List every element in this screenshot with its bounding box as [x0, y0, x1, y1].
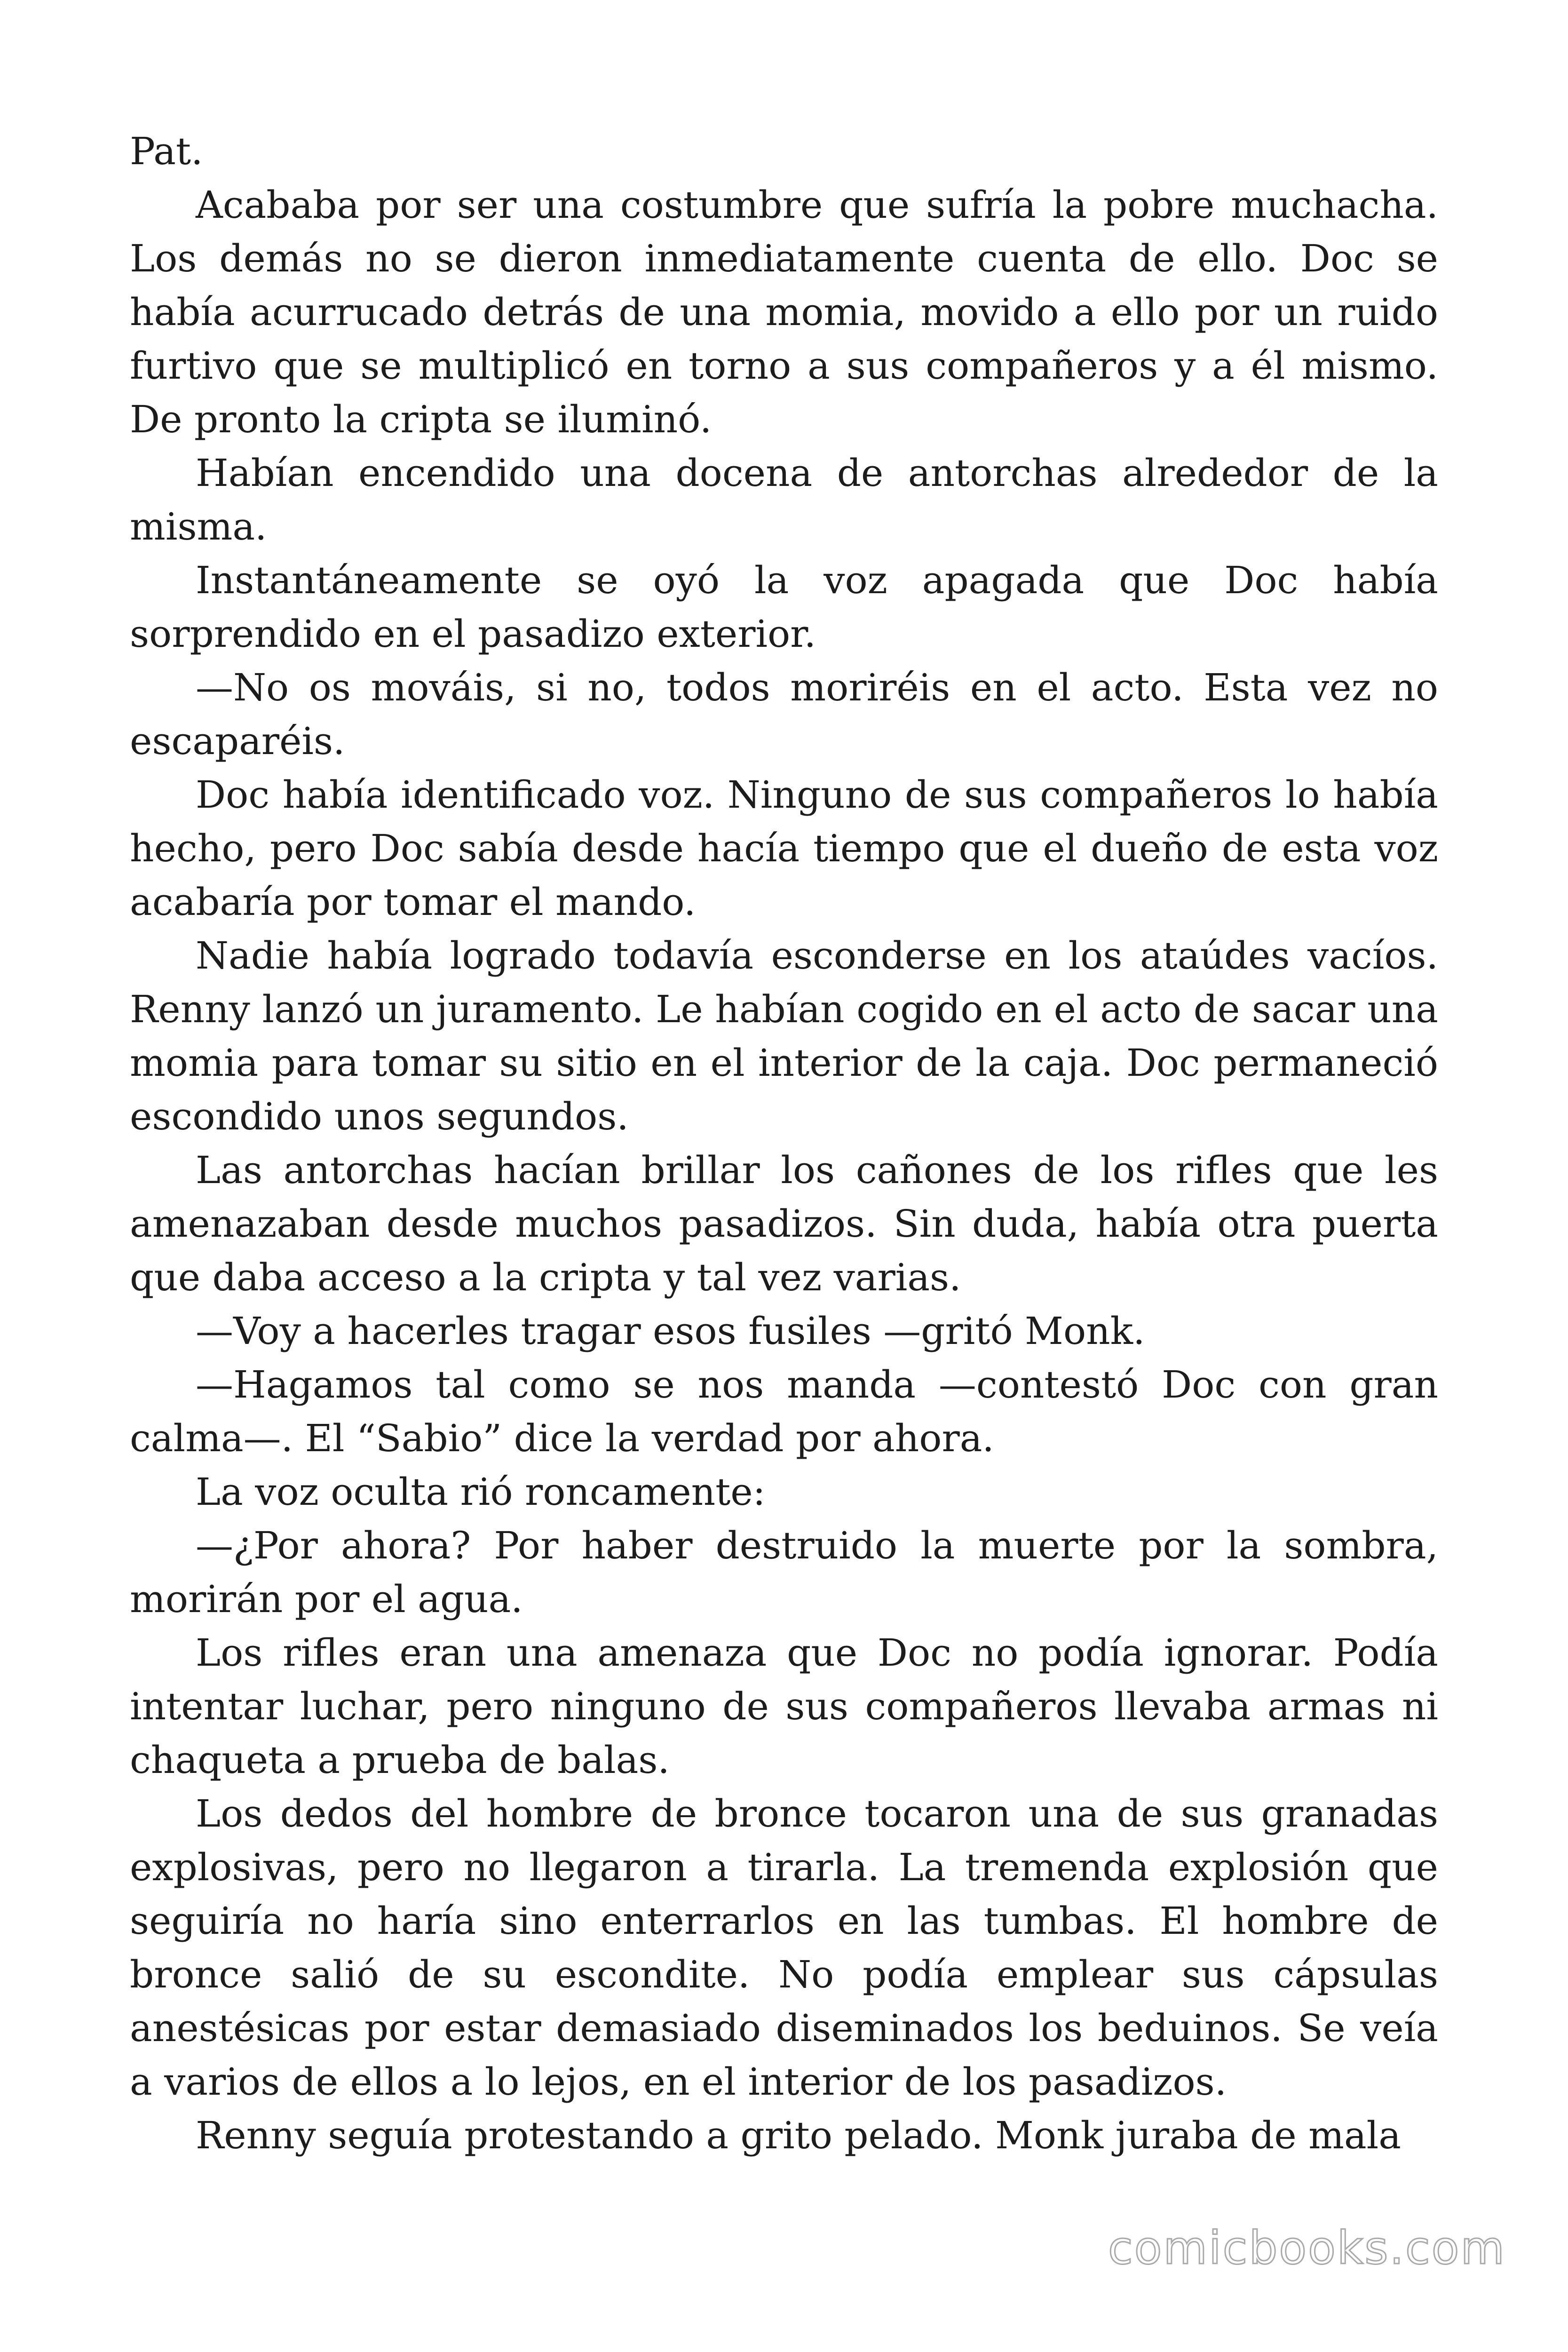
paragraph: Acababa por ser una costumbre que sufría la pobre muchacha. Los demás no se dieron inmediatamente cuenta de ello. Doc se había acurrucado detrás de una momia, movido a ello por un ruido furtivo que se multiplicó en torno a sus compañeros y a él mismo. De pronto la cripta se iluminó.	[130, 183, 1438, 441]
paragraph: —¿Por ahora? Por haber destruido la muerte por la sombra, morirán por el agua.	[130, 1524, 1438, 1621]
paragraph: La voz oculta rió roncamente:	[196, 1470, 766, 1514]
paragraph: Renny seguía protestando a grito pelado. Monk juraba de mala	[196, 2114, 1401, 2157]
paragraph: —Hagamos tal como se nos manda —contestó Doc con gran calma—. El “Sabio” dice la verdad por ahora.	[130, 1363, 1438, 1460]
paragraph: Habían encendido una docena de antorchas alrededor de la misma.	[130, 451, 1438, 548]
paragraph: Nadie había logrado todavía esconderse en los ataúdes vacíos. Renny lanzó un juramento. Le habían cogido en el acto de sacar una momia para tomar su sitio en el interior de la caja. Doc permaneció escondido unos segundos.	[130, 934, 1438, 1138]
paragraph: Las antorchas hacían brillar los cañones de los rifles que les amenazaban desde muchos pasadizos. Sin duda, había otra puerta que daba acceso a la cripta y tal vez varias.	[130, 1148, 1438, 1299]
paragraph: Doc había identificado voz. Ninguno de sus compañeros lo había hecho, pero Doc sabía desde hacía tiempo que el dueño de esta voz acabaría por tomar el mando.	[130, 773, 1438, 924]
paragraph: Los dedos del hombre de bronce tocaron una de sus granadas explosivas, pero no llegaron a tirarla. La tremenda explosión que seguiría no haría sino enterrarlos en las tumbas. El hombre de bronce salió de su escondite. No podía emplear sus cápsulas anestésicas por estar demasiado diseminados los beduinos. Se veía a varios de ellos a lo lejos, en el interior de los pasadizos.	[130, 1792, 1438, 2104]
paragraph: Pat.	[130, 129, 203, 173]
watermark: comicbooks.com	[1108, 2222, 1506, 2274]
page-text	[130, 125, 1438, 2162]
paragraph: —Voy a hacerles tragar esos fusiles —gritó Monk.	[196, 1309, 1145, 1353]
paragraph: Los rifles eran una amenaza que Doc no podía ignorar. Podía intentar luchar, pero ninguno de sus compañeros llevaba armas ni chaqueta a prueba de balas.	[130, 1631, 1438, 1782]
paragraph: Instantáneamente se oyó la voz apagada que Doc había sorprendido en el pasadizo exterior.	[130, 558, 1438, 656]
paragraph: —No os mováis, si no, todos moriréis en el acto. Esta vez no escaparéis.	[130, 666, 1438, 763]
